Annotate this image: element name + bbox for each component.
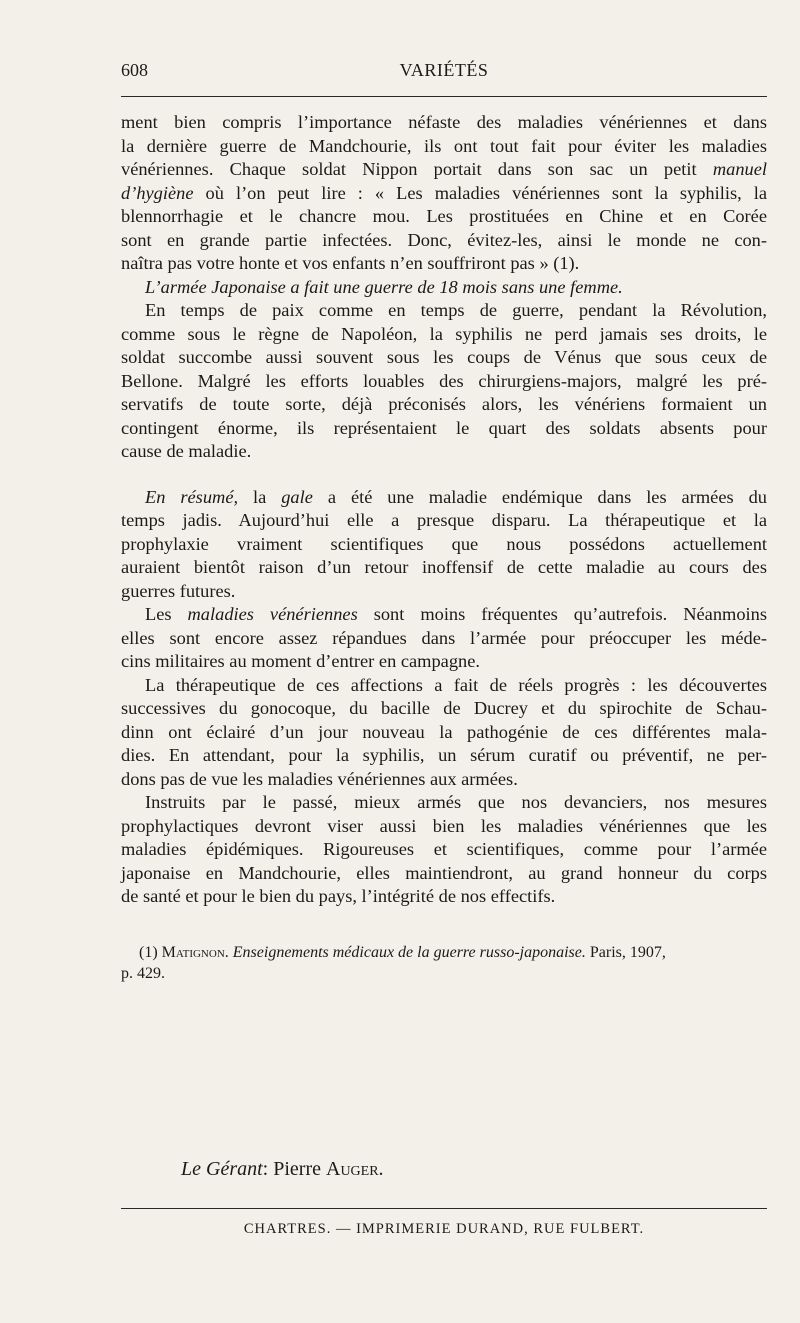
italic-term: d’hygiène (121, 182, 194, 203)
text-line: cins militaires au moment d’entrer en campagne. (121, 651, 480, 671)
text-line (121, 603, 767, 627)
header-rule (121, 96, 767, 97)
footnote-place-year: Paris, 1907, (589, 944, 666, 961)
text-line: auraient bientôt raison d’un retour inoffensif de cette maladie au cours des (121, 557, 767, 577)
text-line: blennorrhagie et le chancre mou. Les prostituées en Chine et en Corée (121, 206, 767, 226)
italic-term: manuel (712, 159, 767, 179)
text-line: cause de maladie. (121, 441, 252, 461)
footnote-page: p. 429. (121, 965, 165, 982)
text-span: sont moins fréquentes qu’autrefois. Néanmoins (373, 604, 767, 624)
text-line: Instruits par le passé, mieux armés que nos devanciers, nos mesures (145, 792, 767, 812)
paragraph-gap (121, 464, 767, 486)
text-line: dies. En attendant, pour la syphilis, un sérum curatif ou préventif, ne per- (121, 745, 767, 765)
signature-colon: : (262, 1158, 269, 1180)
text-line: prophylactiques devront viser aussi bien les maladies vénériennes que les (121, 815, 767, 836)
text-line: dons pas de vue les maladies vénériennes aux armées. (121, 768, 518, 789)
page-number: 608 (121, 60, 148, 80)
text-line: temps jadis. Aujourd’hui elle a presque disparu. La thérapeutique et la (121, 510, 767, 530)
text-line (121, 182, 767, 206)
text-line: de santé et pour le bien du pays, l’intégrité de nos effectifs. (121, 886, 556, 906)
italic-quote: L’armée Japonaise a fait une guerre de 18 mois sans une femme. (145, 276, 623, 297)
text-line: comme sous le règne de Napoléon, la syphilis ne perd jamais ses droits, le (121, 323, 767, 344)
text-span: la (253, 486, 267, 507)
signature-surname: Auger. (326, 1158, 384, 1180)
italic-term: En résumé, (145, 486, 239, 507)
text-line: La thérapeutique de ces affections a fait de réels progrès : les découvertes (145, 674, 767, 695)
text-line: contingent énorme, ils représentaient le quart des soldats absents pour (121, 417, 767, 438)
printer-imprint: CHARTRES. — IMPRIMERIE DURAND, RUE FULBERT. (243, 1221, 645, 1237)
footnote-title: Enseignements médicaux de la guerre russo-japonaise. (232, 944, 586, 961)
italic-term: gale (281, 486, 313, 507)
footnote-marker: (1) (139, 944, 158, 961)
text-line: maladies épidémiques. Rigoureuses et scientifiques, comme pour l’armée (121, 839, 767, 859)
text-line: successives du gonocoque, du bacille de Ducrey et du spirochite de Schau- (121, 698, 767, 718)
text-line: En temps de paix comme en temps de guerre, pendant la Révolution, (145, 300, 767, 320)
text-span: vénériennes. Chaque soldat Nippon portait dans son sac un petit (121, 159, 697, 179)
text-line: Bellone. Malgré les efforts louables des chirurgiens-majors, malgré les pré- (121, 370, 767, 391)
signature-label: Le Gérant (181, 1158, 263, 1180)
signature-name: Pierre (273, 1158, 321, 1180)
imprint-rule (121, 1208, 767, 1209)
text-span: Les (145, 604, 172, 624)
text-line: soldat succombe aussi souvent sous les coups de Vénus que sous ceux de (121, 347, 767, 367)
text-line: ment bien compris l’importance néfaste des maladies vénériennes et dans (121, 112, 767, 132)
text-line: elles sont encore assez répandues dans l’armée pour préoccuper les méde- (121, 627, 767, 648)
signature-line (181, 1158, 384, 1181)
italic-term: maladies vénériennes (187, 604, 358, 624)
text-span: a été une maladie endémique dans les armées du (327, 486, 767, 507)
text-line: guerres futures. (121, 580, 236, 601)
text-line: sont en grande partie infectées. Donc, évitez-les, ainsi le monde ne con- (121, 229, 767, 250)
running-title: VARIÉTÉS (399, 60, 489, 80)
text-span: où l’on peut lire : « Les maladies vénériennes sont la syphilis, la (205, 182, 767, 203)
article-body (121, 111, 767, 909)
text-line: la dernière guerre de Mandchourie, ils ont tout fait pour éviter les maladies (121, 135, 767, 156)
footnote (121, 942, 767, 984)
text-line: dinn ont éclairé d’un jour nouveau la pathogénie de ces différentes mala- (121, 721, 767, 742)
text-line: servatifs de toute sorte, déjà préconisés alors, les vénériens formaient un (121, 394, 767, 414)
running-header (121, 58, 767, 84)
text-line (121, 486, 767, 510)
footnote-author: Matignon. (161, 944, 229, 961)
italic-quote-line (121, 276, 767, 300)
text-line: naîtra pas votre honte et vos enfants n’en souffriront pas » (1). (121, 253, 580, 273)
text-line (121, 158, 767, 182)
text-line: prophylaxie vraiment scientifiques que nous possédons actuellement (121, 533, 767, 554)
text-line: japonaise en Mandchourie, elles maintiendront, au grand honneur du corps (121, 862, 767, 883)
